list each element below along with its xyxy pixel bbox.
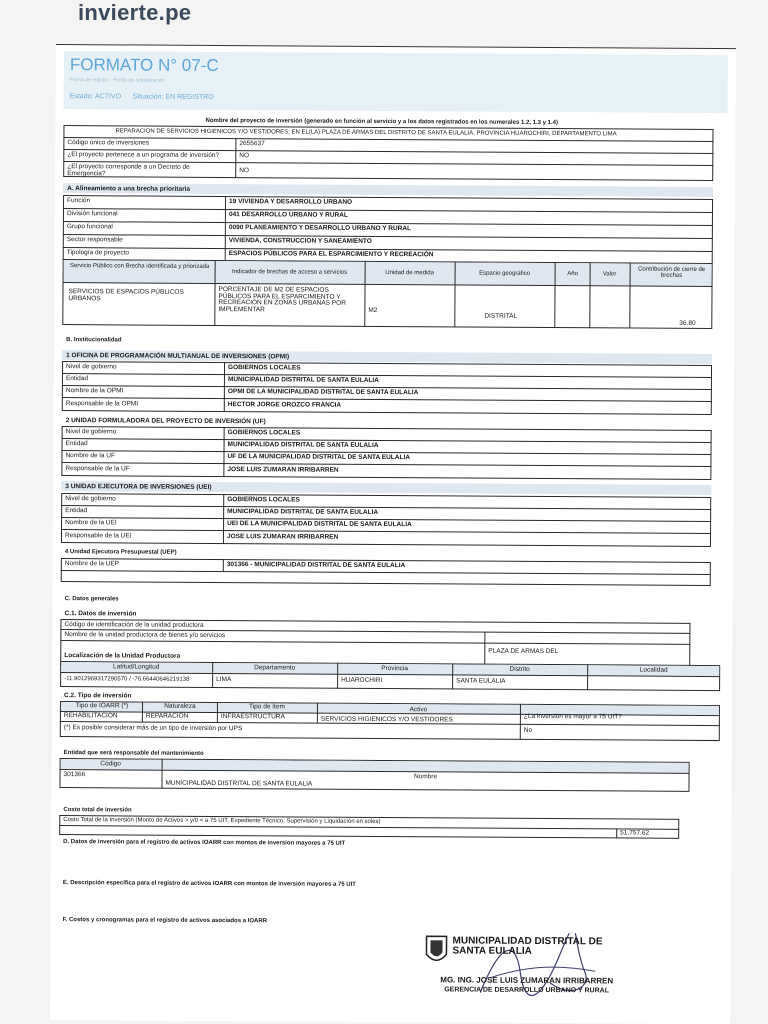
c2-activo-value: SERVICIOS HIGIENICOS Y/O VESTIDORES <box>320 715 453 724</box>
uei-entidad-value: MUNICIPALIDAD DISTRITAL DE SANTA EULALIA <box>227 508 379 516</box>
c1-nombre-value: PLAZA DE ARMAS DEL <box>488 647 559 656</box>
mant-col-codigo: Código <box>100 760 121 768</box>
costo-label: Costo Total de la Inversión (Monto de Activos > y/0 < a 75 UIT, Expediente Técnico, Supervisión y Liquidación en soles) <box>63 817 381 825</box>
loc-col-distrito: Distrito <box>509 665 530 673</box>
uep-value: 301366 - MUNICIPALIDAD DISTRITAL DE SANTA EULALIA <box>226 561 406 570</box>
uf-responsable-value: JOSE LUIS ZUMARAN IRRIBARREN <box>227 466 339 474</box>
loc-latlon-value: -11.9012969317290570 / -76.66440646219138 <box>64 676 190 683</box>
uf-nivel-value: GOBIERNOS LOCALES <box>227 429 301 437</box>
stamp-name: MG. ING. JOSE LUIS ZUMARAN IRRIBARREN <box>440 975 614 986</box>
costo-title: Costo total de inversión <box>63 807 132 814</box>
mant-codigo-value: 301366 <box>63 771 86 779</box>
section-d-title: D. Datos de inversión para el registro de activos IOARR con montos de inversion mayores a 75 UIT <box>63 839 346 847</box>
a-col-valor: Valor <box>602 271 617 278</box>
c2-col-mayor: ¿La inversión es mayor a 75 UIT? <box>523 712 622 721</box>
uf-nombre-value: UF DE LA MUNICIPALIDAD DISTRITAL DE SANTA EULALIA <box>227 453 410 462</box>
situacion-value: EN REGISTRO <box>165 93 214 101</box>
c1-nombre-label: Nombre de la unidad productora de bienes y/o servicios <box>64 631 226 640</box>
project-name-value: REPARACION DE SERVICIOS HIGIENICOS Y/O VESTIDORES; EN EL(LA) PLAZA DE ARMAS DEL DISTRITO DE SANTA EULALIA, PROVINCIA HUAROCHIRI, DEPARTAMENTO LIMA <box>115 128 617 138</box>
programa-value: NO <box>239 152 250 160</box>
a-row-4-value: VIVIENDA, CONSTRUCCION Y SANEAMIENTO <box>228 237 372 245</box>
uei-nivel-label: Nivel de gobierno <box>65 495 116 503</box>
a-col-indicador: Indicador de brechas de acceso a servicios <box>232 269 348 276</box>
uf-entidad-label: Entidad <box>65 440 88 448</box>
section-f-title: F. Costos y cronogramas para el registro de activos asociados a IOARR <box>62 917 268 925</box>
a-col-contribucion: Contribución de cierre de brechas <box>638 266 706 279</box>
form-sheet <box>50 44 736 1024</box>
c1-codigo-label: Código de identificación de la unidad productora <box>64 621 204 629</box>
loc-title: Localización de la Unidad Productora <box>64 652 181 660</box>
c2-col-naturaleza: Naturaleza <box>164 702 196 710</box>
a-row-1-value: 19 VIVIENDA Y DESARROLLO URBANO <box>229 198 353 206</box>
a-unidad-value: M2 <box>368 306 378 314</box>
uei-responsable-label: Responsable de la UEI <box>64 532 132 540</box>
a-espacio-value: DISTRITAL <box>484 312 518 320</box>
uei-nombre-label: Nombre de la UEI <box>65 519 117 527</box>
section-e-title: E. Descripción específica para el registro de activos IOARR con montos de inversión mayores a 75 UIT <box>62 880 356 888</box>
stamp-role: GERENCIA DE DESARROLLO URBANO Y RURAL <box>444 986 610 995</box>
loc-departamento-value: LIMA <box>216 675 232 684</box>
uei-responsable-value: JOSE LUIS ZUMARAN IRRIBARREN <box>226 533 339 541</box>
coat-of-arms-icon <box>426 936 446 960</box>
emergencia-label: ¿El proyecto corresponde a un Decreto de Emergencia? <box>67 163 190 177</box>
c2-item-value: INFRAESTRUCTURA <box>220 713 285 721</box>
a-row-3-label: Grupo funcional <box>66 223 113 231</box>
opmi-entidad-value: MUNICIPALIDAD DISTRITAL DE SANTA EULALIA <box>227 376 379 384</box>
uf-nombre-label: Nombre de la UF <box>65 452 116 460</box>
loc-distrito-value: SANTA EULALIA <box>456 677 506 685</box>
programa-label: ¿El proyecto pertenece a un programa de inversión? <box>67 151 220 159</box>
situacion-label: Situación: <box>132 93 164 101</box>
uf-responsable-label: Responsable de la UF <box>65 465 130 473</box>
opmi-nivel-value: GOBIERNOS LOCALES <box>228 364 301 372</box>
c1-title: C.1. Datos de inversión <box>64 610 137 618</box>
loc-col-localidad: Localidad <box>639 666 668 674</box>
a-col-servicio: Servicio Público con Brecha identificada y priorizada <box>69 263 210 270</box>
mant-title: Entidad que será responsable del mantenimiento <box>63 750 204 757</box>
opmi-nombre-value: OPMI DE LA MUNICIPALIDAD DISTRITAL DE SANTA EULALIA <box>227 388 419 397</box>
opmi-responsable-value: HECTOR JORGE OROZCO FRANCIA <box>227 401 342 409</box>
form-subtitle: Fecha de registro · Fecha de actualización <box>69 77 165 84</box>
a-contribucion-value: 36.80 <box>679 319 696 327</box>
c2-note: (*) Es posible considerar más de un tipo de inversión por UPS <box>63 724 243 733</box>
a-col-unidad: Unidad de medida <box>385 270 434 277</box>
form-title: FORMATO N° 07-C <box>69 55 219 75</box>
section-a-title: A. Alineamiento a una brecha prioritaria <box>67 185 191 193</box>
a-indicador-value: PORCENTAJE DE M2 DE ESPACIOS PÚBLICOS PARA EL ESPARCIMIENTO Y RECREACIÓN EN ZONAS URBANAS POR IMPLEMENTAR <box>218 285 346 313</box>
uei-entidad-label: Entidad <box>65 507 88 515</box>
opmi-nivel-label: Nivel de gobierno <box>66 363 117 371</box>
a-col-anio: Año <box>567 271 578 278</box>
opmi-responsable-label: Responsable de la OPMI <box>65 400 139 408</box>
opmi-nombre-label: Nombre de la OPMI <box>65 387 124 395</box>
opmi-title: 1 OFICINA DE PROGRAMACIÓN MULTIANUAL DE INVERSIONES (OPMI) <box>66 352 290 361</box>
c2-tipo-value: REHABILITACIÓN <box>63 712 118 720</box>
a-row-4-label: Sector responsable <box>66 236 123 244</box>
uei-title: 3 UNIDAD EJECUTORA DE INVERSIONES (UEI) <box>65 483 212 491</box>
a-row-3-value: 0090 PLANEAMIENTO Y DESARROLLO URBANO Y RURAL <box>228 224 412 233</box>
codigo-label: Código único de inversiones <box>67 139 150 147</box>
stamp-entity: MUNICIPALIDAD DISTRITAL DE SANTA EULALIA <box>452 935 603 957</box>
c2-mayor-value: No <box>523 726 533 734</box>
estado-value: ACTIVO <box>94 93 122 101</box>
loc-provincia-value: HUAROCHIRI <box>341 676 383 685</box>
c2-title: C.2. Tipo de inversión <box>63 692 132 700</box>
loc-col-departamento: Departamento <box>254 664 296 672</box>
a-col-espacio: Espacio geográfico <box>479 270 531 277</box>
a-row-1-label: Función <box>67 197 91 205</box>
status-line <box>70 93 214 101</box>
c2-col-tipo: Tipo de IOARR (*) <box>75 702 129 710</box>
a-row-5-label: Tipología de proyecto <box>66 249 130 257</box>
signature-stamp <box>420 932 660 1003</box>
loc-col-latlon: Latitud/Longitud <box>113 663 160 671</box>
estado-label: Estado: <box>69 93 94 101</box>
uf-nivel-label: Nivel de gobierno <box>65 428 117 436</box>
c2-naturaleza-value: REPARACION <box>145 712 189 720</box>
uf-title: 2 UNIDAD FORMULADORA DEL PROYECTO DE INVERSIÓN (UF) <box>65 417 266 426</box>
c2-col-activo: Activo <box>409 706 428 714</box>
c2-col-item: Tipo de ítem <box>248 703 285 711</box>
section-c-title: C. Datos generales <box>64 596 119 603</box>
uep-title: 4 Unidad Ejecutora Presupuestal (UEP) <box>64 549 177 556</box>
project-name-heading: Nombre del proyecto de inversión (generado en función al servicio y a los datos registrados en los numerales 1.2, 1.3 y 1.4) <box>205 117 558 127</box>
a-row-2-value: 041 DESARROLLO URBANO Y RURAL <box>228 211 348 219</box>
uei-nombre-value: UEI DE LA MUNICIPALIDAD DISTRITAL DE SANTA EULALIA <box>227 520 412 529</box>
uei-nivel-value: GOBIERNOS LOCALES <box>227 496 300 504</box>
mant-col-nombre: Nombre <box>413 773 438 781</box>
opmi-entidad-label: Entidad <box>65 375 89 383</box>
uf-entidad-value: MUNICIPALIDAD DISTRITAL DE SANTA EULALIA <box>227 441 379 449</box>
mant-nombre-value: MUNICIPALIDAD DISTRITAL DE SANTA EULALIA <box>165 779 313 788</box>
codigo-value: 2655637 <box>239 140 265 148</box>
uep-label: Nombre de la UEP <box>64 560 120 568</box>
costo-value: 51,757.62 <box>620 829 650 837</box>
a-row-5-value: ESPACIOS PÚBLICOS PARA EL ESPARCIMIENTO Y RECREACIÓN <box>228 250 434 259</box>
brand-logo: invierte.pe <box>78 0 192 25</box>
emergencia-value: NO <box>239 167 250 175</box>
loc-col-provincia: Provincia <box>381 664 409 673</box>
section-b-title: B. Institucionalidad <box>66 337 122 344</box>
a-row-2-label: División funcional <box>66 210 118 218</box>
a-servicio-value: SERVICIOS DE ESPACIOS PÚBLICOS URBANOS <box>68 288 184 302</box>
